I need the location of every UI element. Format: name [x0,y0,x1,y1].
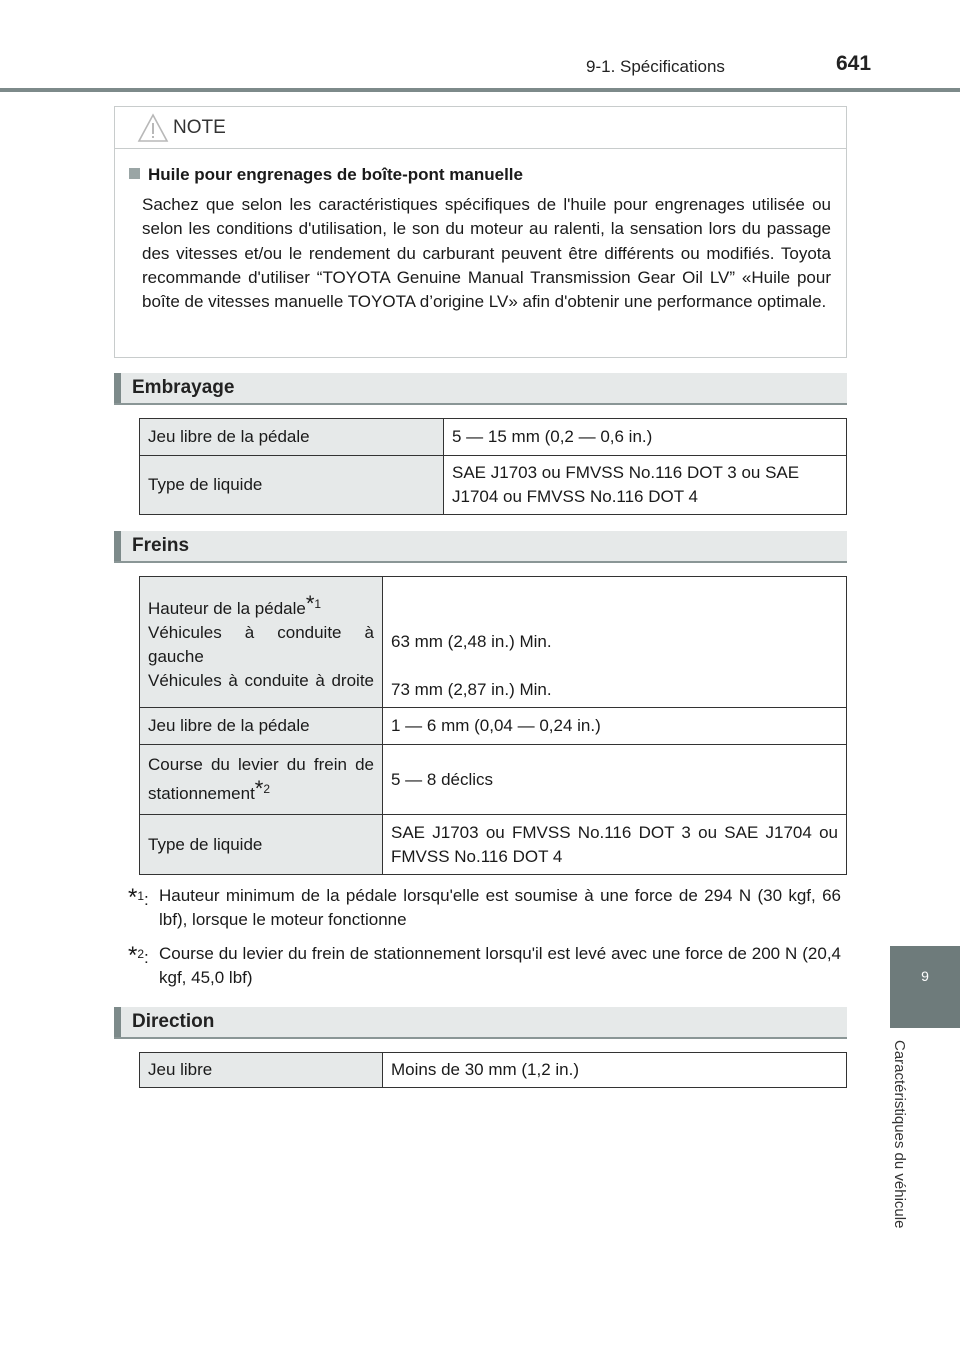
note-subtitle [129,165,523,185]
spec-label: Jeu libre de la pédale [140,708,383,745]
footnote-mark: *$^1$: [128,884,149,911]
footnote-1 [128,884,841,932]
section-title-embrayage: Embrayage [132,377,235,398]
chapter-label [891,1040,920,1260]
table-direction [139,1052,847,1088]
spec-label: Type de liquide [140,815,383,875]
spec-value-height [383,577,847,708]
section-title-freins: Freins [132,535,190,556]
spec-label-lever [140,745,383,815]
warning-triangle-icon [137,113,169,143]
spec-value: SAE J1703 ou FMVSS No.116 DOT 3 ou SAE J1704 ou FMVSS No.116 DOT 4 [444,456,847,515]
spec-label: Jeu libre de la pédale [140,419,444,456]
note-subtitle-text: Huile pour engrenages de boîte-pont manuelle [148,165,523,184]
chapter-tab[interactable] [890,946,960,1028]
table-row [140,708,847,745]
table-row [140,745,847,815]
footnote-text: Hauteur minimum de la pédale lorsqu'elle est soumise à une force de 294 N (30 kgf, 66 lbf), lorsque le moteur fonctionne [159,886,841,929]
rhd-value: 73 mm (2,87 in.) Min. [391,680,552,699]
spec-label: Jeu libre [140,1053,383,1088]
table-row [140,456,847,515]
lhd-value: 63 mm (2,48 in.) Min. [391,632,552,651]
spec-value: 1 — 6 mm (0,04 — 0,24 in.) [383,708,847,745]
spec-value: Moins de 30 mm (1,2 in.) [383,1053,847,1088]
rhd-label: Véhicules à conduite à droite [148,670,374,690]
table-row [140,419,847,456]
lever-label: Course du levier du frein de stationnement$^{*2}$ [148,755,374,803]
header-divider [0,88,960,92]
table-freins [139,576,847,875]
pedal-height-label: Hauteur de la pédale [148,598,306,618]
section-title: 9-1. Spécifications [586,57,725,76]
section-header-direction [114,1007,847,1039]
note-header [115,107,846,149]
lhd-label: Véhicules à conduite à gauche [148,622,374,666]
footnote-mark: *$^2$: [128,942,149,969]
chapter-number: 9 [921,968,929,984]
section-title-direction: Direction [132,1011,215,1032]
spec-value: SAE J1703 ou FMVSS No.116 DOT 3 ou SAE J1704 ou FMVSS No.116 DOT 4 [383,815,847,875]
table-row [140,815,847,875]
table-embrayage [139,418,847,515]
note-box [114,106,847,358]
spec-value: 5 — 15 mm (0,2 — 0,6 in.) [444,419,847,456]
table-row [140,1053,847,1088]
footnote-ref-1: *1 [305,590,322,616]
table-row [140,577,847,708]
footnote-2 [128,942,841,990]
footnote-text: Course du levier du frein de stationnement lorsqu'il est levé avec une force de 200 N (20,4 kgf, 45,0 lbf) [159,944,841,987]
page-number: 641 [836,52,872,75]
note-body: Sachez que selon les caractéristiques spécifiques de l'huile pour engrenages utilisée ou selon les conditions d'utilisation, le son du moteur au ralenti, la sensation lors du passage des vitesses et/ou le rendement du carburant peuvent être différents ou modifiés. Toyota recommande d'utiliser “TOYOTA Genuine Manual Transmission Gear Oil LV” «Huile pour boîte de vitesses manuelle TOYOTA d’origine LV» afin d'obtenir une performance optimale. [142,195,831,312]
chapter-label-text: Caractéristiques du véhicule [891,1040,908,1229]
square-bullet-icon [129,168,140,179]
spec-value: 5 — 8 déclics [383,745,847,815]
note-title: NOTE [173,117,226,138]
section-header-embrayage [114,373,847,405]
section-header-freins [114,531,847,563]
footnote-ref-2: *2 [254,776,271,801]
spec-label-height [140,577,383,708]
spec-label: Type de liquide [140,456,444,515]
